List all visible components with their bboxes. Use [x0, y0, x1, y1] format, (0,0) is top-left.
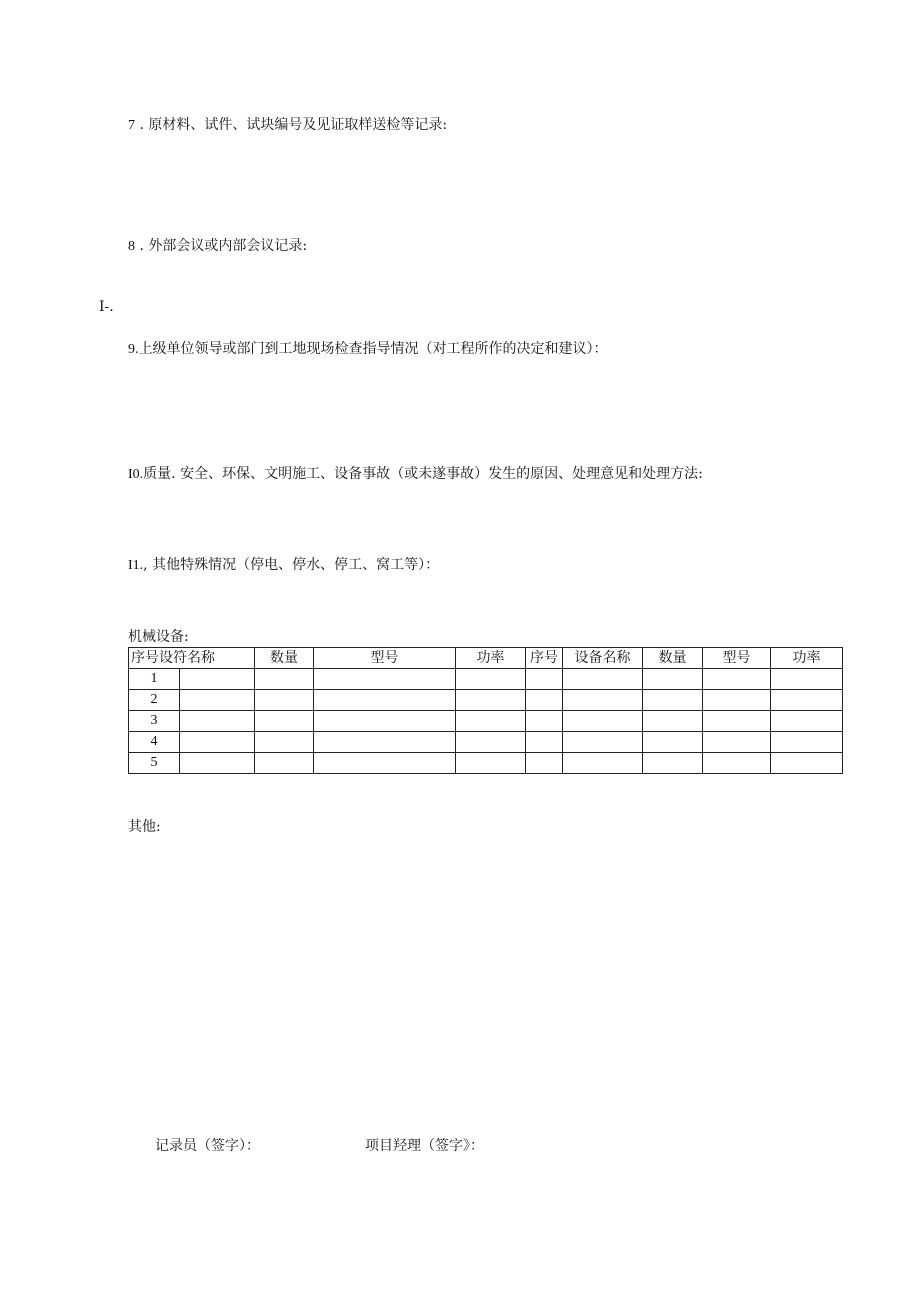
manager-signature-label: 项目羟理（签字》：: [365, 1138, 484, 1154]
table-cell[interactable]: [255, 669, 314, 690]
table-header-row: [129, 648, 843, 669]
table-cell[interactable]: [255, 711, 314, 732]
table-cell[interactable]: [771, 669, 843, 690]
table-cell[interactable]: [180, 690, 255, 711]
table-cell[interactable]: [456, 690, 526, 711]
header-cell: 数量: [255, 648, 314, 669]
table-cell[interactable]: [563, 669, 643, 690]
item-number: 9.: [128, 342, 139, 357]
table-cell[interactable]: [643, 732, 703, 753]
table-cell[interactable]: [255, 753, 314, 774]
row-number: 1: [129, 669, 180, 690]
table-cell[interactable]: [703, 732, 771, 753]
table-cell[interactable]: [180, 669, 255, 690]
item-8: [128, 237, 307, 256]
table-cell[interactable]: [456, 711, 526, 732]
table-cell[interactable]: [180, 753, 255, 774]
table-row: [129, 669, 843, 690]
header-cell: 序号: [526, 648, 563, 669]
table-cell[interactable]: [643, 690, 703, 711]
item-number: 8: [128, 239, 135, 254]
row-number: 4: [129, 732, 180, 753]
table-cell[interactable]: [526, 690, 563, 711]
table-cell[interactable]: [643, 669, 703, 690]
item-text: , 其他特殊情况（停电、停水、停工、窝工等）：: [143, 557, 440, 573]
table-cell[interactable]: [314, 732, 456, 753]
table-cell[interactable]: [456, 669, 526, 690]
row-number: 5: [129, 753, 180, 774]
item-10: [128, 465, 703, 484]
row-number: 2: [129, 690, 180, 711]
table-cell[interactable]: [643, 711, 703, 732]
item-text: 质量. 安全、环保、文明施工、设备事故（或未遂事故）发生的原因、处理意见和处理方法:: [143, 466, 703, 482]
table-cell[interactable]: [771, 753, 843, 774]
header-cell: 型号: [703, 648, 771, 669]
item-number: I0.: [128, 467, 144, 482]
table-cell[interactable]: [563, 711, 643, 732]
stray-mark-text: I-.: [99, 299, 114, 315]
table-cell[interactable]: [563, 732, 643, 753]
table-cell[interactable]: [314, 690, 456, 711]
other-label: 其他:: [128, 819, 161, 835]
table-cell[interactable]: [255, 732, 314, 753]
recorder-signature-label: 记录员（签字）：: [155, 1138, 260, 1154]
table-cell[interactable]: [526, 711, 563, 732]
header-cell: 序号设符名称: [129, 648, 255, 669]
table-cell[interactable]: [314, 753, 456, 774]
table-cell[interactable]: [456, 753, 526, 774]
table-row: [129, 690, 843, 711]
table-row: [129, 753, 843, 774]
item-text: 上级单位领导或部门到工地现场检查指导情况（对工程所作的决定和建议）：: [138, 341, 608, 357]
equipment-table: [128, 647, 843, 774]
table-cell[interactable]: [314, 669, 456, 690]
header-cell: 功率: [456, 648, 526, 669]
table-cell[interactable]: [771, 690, 843, 711]
table-cell[interactable]: [703, 669, 771, 690]
table-cell[interactable]: [456, 732, 526, 753]
table-cell[interactable]: [180, 732, 255, 753]
item-text: . 外部会议或内部会议记录:: [135, 238, 308, 254]
table-cell[interactable]: [703, 711, 771, 732]
table-cell[interactable]: [563, 753, 643, 774]
item-7: [128, 116, 447, 135]
table-cell[interactable]: [180, 711, 255, 732]
stray-mark: [99, 298, 114, 316]
table-cell[interactable]: [314, 711, 456, 732]
header-cell: 型号: [314, 648, 456, 669]
table-row: [129, 732, 843, 753]
item-number: I1.: [128, 558, 144, 573]
table-cell[interactable]: [771, 711, 843, 732]
table-cell[interactable]: [526, 753, 563, 774]
table-cell[interactable]: [703, 753, 771, 774]
header-cell: 数量: [643, 648, 703, 669]
row-number: 3: [129, 711, 180, 732]
header-cell: 设备名称: [563, 648, 643, 669]
equipment-title: 机械设备:: [128, 629, 189, 645]
table-cell[interactable]: [643, 753, 703, 774]
item-11: [128, 556, 439, 575]
table-row: [129, 711, 843, 732]
header-cell: 功率: [771, 648, 843, 669]
item-text: . 原材料、试件、试块编号及见证取样送检等记录:: [135, 117, 448, 133]
item-number: 7: [128, 118, 135, 133]
table-cell[interactable]: [771, 732, 843, 753]
table-cell[interactable]: [703, 690, 771, 711]
table-cell[interactable]: [255, 690, 314, 711]
item-9: [128, 340, 608, 359]
table-cell[interactable]: [526, 669, 563, 690]
table-cell[interactable]: [526, 732, 563, 753]
table-cell[interactable]: [563, 690, 643, 711]
